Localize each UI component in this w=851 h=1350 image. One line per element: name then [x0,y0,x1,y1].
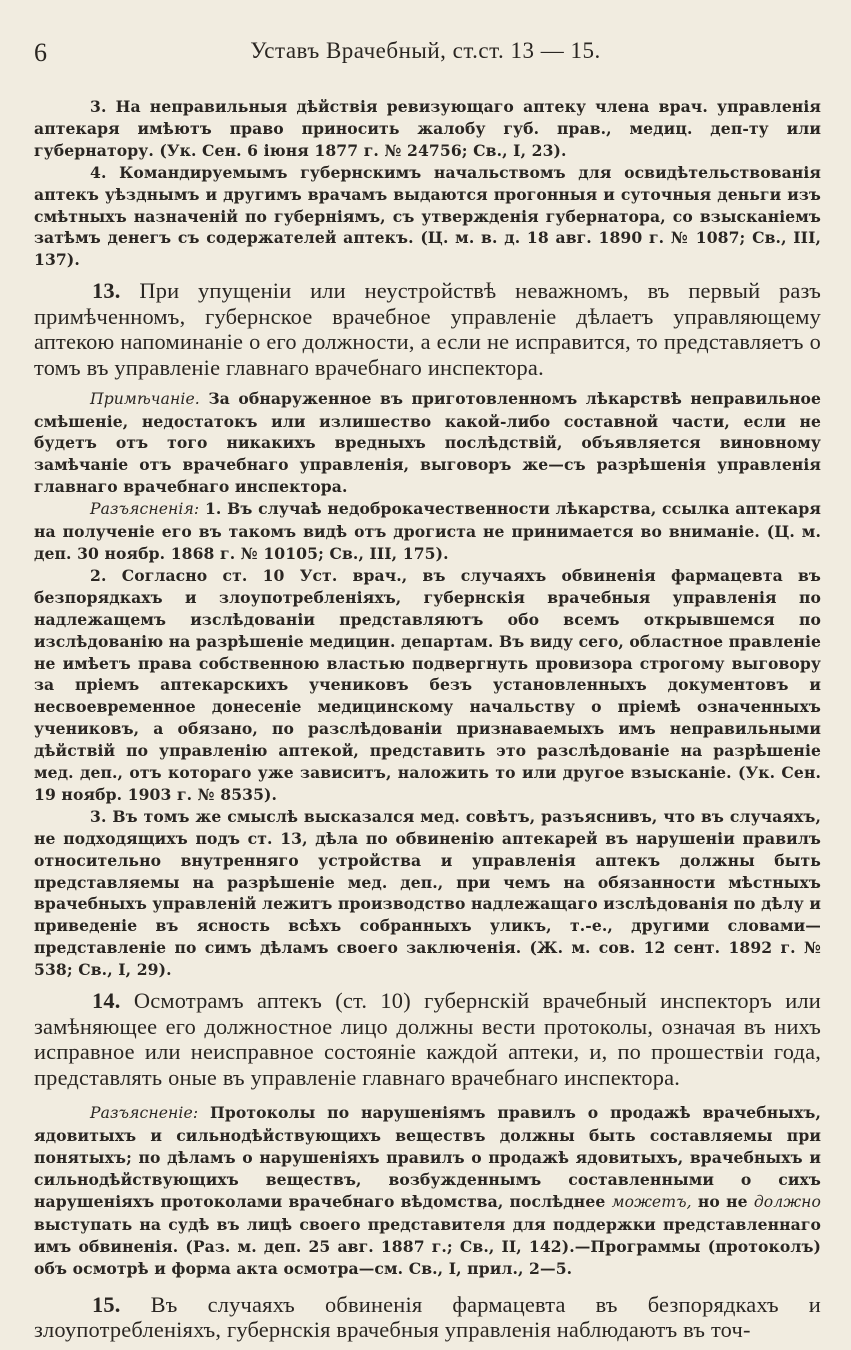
page-body [34,96,821,1343]
emphasis-must: должно [753,1193,822,1212]
article-14-number: 14. [92,988,121,1014]
explanation-14-text-3: выступать на судѣ въ лицѣ своего представителя для поддержки представленнаго имъ обвиненія. (Раз. м. деп. 25 авг. 1887 г.; Св., II, 142).—Программы (протоколъ) объ осмотрѣ и форма акта осмотра—см. Св., I, прил., 2—5. [34,1215,821,1278]
explanation-13-1 [34,498,821,565]
explanation-14-text-1: Протоколы по нарушеніямъ правилъ о продажѣ врачебныхъ, ядовитыхъ и сильнодѣйствующихъ веществъ должны быть составляемы при понятыхъ; по дѣламъ о нарушеніяхъ правилъ о продажѣ ядовитыхъ, врачебныхъ и сильнодѣйствующихъ веществъ, возбужденнымъ составленными о сихъ нарушеніяхъ протоколами врачебнаго вѣдомства, послѣднее [34,1103,821,1212]
article-15-number: 15. [92,1291,121,1317]
article-14 [34,988,821,1090]
paragraph-note-3: 3. На неправильныя дѣйствія ревизующаго аптеку члена врач. управленія аптекаря имѣютъ право приносить жалобу губ. прав., медиц. деп-ту или губернатору. (Ук. Сен. 6 іюня 1877 г. № 24756; Св., I, 23). [34,97,821,160]
paragraph-note-4: 4. Командируемымъ губернскимъ начальствомъ для освидѣтельствованія аптекъ уѣзднымъ и другимъ врачамъ выдаются прогонныя и суточныя деньги изъ смѣтныхъ назначеній по губерніямъ, съ утвержденія губернатора, со взысканіемъ затѣмъ денегъ съ содержателей аптекъ. (Ц. м. в. д. 18 авг. 1890 г. № 1087; Св., III, 137). [34,162,821,270]
note-13 [34,388,821,499]
emphasis-can: можетъ, [611,1193,692,1212]
page-number: 6 [34,38,47,67]
explanation-13-1-text: 1. Въ случаѣ недоброкачественности лѣкарства, ссылка аптекаря на полученіе его въ такомъ видѣ отъ дрогиста не принимается во вниманіе. (Ц. м. деп. 30 ноябр. 1868 г. № 10105; Св., III, 175). [34,499,821,563]
explanation-13-3: 3. Въ томъ же смыслѣ высказался мед. совѣтъ, разъяснивъ, что въ случаяхъ, не подходящихъ подъ ст. 13, дѣла по обвиненію аптекарей въ нарушеніи правилъ относительно внутренняго устройства и управленія аптекъ должны быть представляемы на разрѣшеніе мед. деп., при чемъ на обязанности мѣстныхъ врачебныхъ управленій лежитъ производство надлежащаго изслѣдованія по дѣлу и приведеніе въ ясность всѣхъ собранныхъ уликъ, т.-е., другими словами—представленіе по симъ дѣламъ своего заключенія. (Ж. м. сов. 12 сент. 1892 г. № 538; Св., I, 29). [34,806,821,980]
explanation-14 [34,1102,821,1279]
note-13-text: За обнаруженное въ приготовленномъ лѣкарствѣ неправильное смѣшеніе, недостатокъ или излишество какой-либо составной части, если не будетъ отъ того никакихъ вредныхъ послѣдствій, объявляется виновному замѣчаніе отъ врачебнаго управленія, выговоръ же—съ разрѣшенія управленія главнаго врачебнаго инспектора. [34,388,822,497]
running-title: Уставъ Врачебный, ст.ст. 13 — 15. [250,38,601,63]
explanation-13-label: Разъясненія: [90,500,200,519]
article-13 [34,278,821,380]
explanation-13-2: 2. Согласно ст. 10 Уст. врач., въ случаяхъ обвиненія фармацевта въ безпорядкахъ и злоупотребленіяхъ, губернскія врачебныя управленія по надлежащемъ изслѣдованіи представляютъ обо всемъ открывшемся по изслѣдованію на разрѣшеніе медицин. департам. Въ виду сего, областное правленіе не имѣетъ права собственною властью подвергнуть провизора строгому выговору за пріемъ аптекарскихъ учениковъ безъ установленныхъ документовъ и несвоевременное донесеніе медицинскому начальству о пріемѣ означенныхъ учениковъ, а обязано, по разслѣдованіи признаваемыхъ имъ неправильными дѣйствій по управленію аптекой, представить это разслѣдованіе на разрѣшеніе мед. деп., отъ котораго уже зависитъ, наложить то или другое взысканіе. (Ук. Сен. 19 ноябр. 1903 г. № 8535). [34,565,821,804]
page-header [34,38,817,78]
article-15-text: Въ случаяхъ обвиненія фармацевта въ безпорядкахъ и злоупотребленіяхъ, губернскія врачебныя управленія наблюдаютъ въ точ- [34,1291,821,1343]
explanation-14-label: Разъясненіе: [90,1104,199,1123]
article-13-text: При упущеніи или неустройствѣ неважномъ, въ первый разъ примѣченномъ, губернское врачебное управленіе дѣлаетъ управляющему аптекою напоминаніе о его должности, а если не исправится, то представляетъ о томъ въ управленіе главнаго врачебнаго инспектора. [34,278,821,381]
explanation-14-text-2: но не [697,1192,748,1212]
note-13-label: Примѣчаніе. [90,389,200,408]
article-13-number: 13. [92,278,121,304]
article-15 [34,1292,821,1343]
article-14-text: Осмотрамъ аптекъ (ст. 10) губернскій врачебный инспекторъ или замѣняющее его должностное лицо должны вести протоколы, означая въ нихъ исправное или неисправное состояніе каждой аптеки, и, по прошествіи года, представлять оные въ управленіе главнаго врачебнаго инспектора. [34,988,821,1090]
